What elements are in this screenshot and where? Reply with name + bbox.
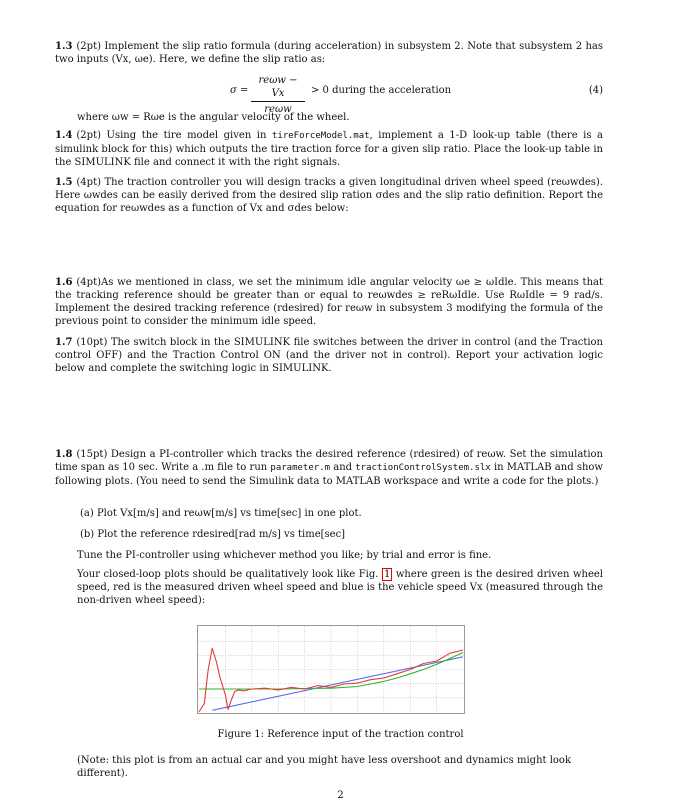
problem-text: (10pt) The switch block in the SIMULINK file switches between the driver in control (and the Traction control OFF) and the Traction Control ON (and the driver not in control). Report your activation logic below and complete the switching logic in SIMULINK. xyxy=(55,337,603,374)
equation-condition: > 0 during the acceleration xyxy=(311,85,452,96)
problem-number: 1.3 xyxy=(55,41,73,52)
equation-numerator: reωw − Vx xyxy=(251,74,305,102)
problem-1-3 xyxy=(55,40,603,66)
equation-denominator: reωw xyxy=(264,104,292,115)
where-line: where ωw = Rωe is the angular velocity of the wheel. xyxy=(77,112,350,123)
item-b: (b) Plot the reference rdesired[rad m/s] vs time[sec] xyxy=(80,529,346,540)
problem-1-8 xyxy=(55,448,603,488)
problem-number: 1.4 xyxy=(55,130,73,141)
closed-loop-text-a: Your closed-loop plots should be qualitatively look like Fig. xyxy=(77,569,382,580)
problem-1-7 xyxy=(55,336,603,375)
problem-text: (4pt) The traction controller you will design tracks a given longitudinal driven wheel speed (reωwdes). Here ωwdes can be easily derived from the desired slip ration σdes and the slip ratio definition. Report the equation for reωwdes as a function of Vx and σdes below: xyxy=(55,177,603,214)
problem-text-b: and xyxy=(330,462,356,473)
page-number: 2 xyxy=(337,790,344,801)
problem-text: (2pt) Implement the slip ratio formula (during acceleration) in subsystem 2. Note that subsystem 2 has two inputs (Vx, ωe). Here, we define the slip ratio as: xyxy=(55,41,603,65)
file-name-simulink: tractionControlSystem.slx xyxy=(355,463,491,473)
problem-text: (4pt)As we mentioned in class, we set the minimum idle angular velocity ωe ≥ ωIdle. This means that the tracking reference should be greater than or equal to reωwdes ≥ reRωIdle. Use RωIdle = 9 rad/s. Implement the desired tracking reference (rdesired) for reωw in subsystem 3 modifying the formula of the previous point to consider the minimum idle speed. xyxy=(55,277,603,327)
equation-number: (4) xyxy=(588,85,603,96)
slip-ratio-equation xyxy=(55,74,603,115)
equation-fraction xyxy=(251,74,305,116)
problem-text-b: , implement a 1-D look-up table (there is a simulink block for this) which outputs the tire traction force for a given slip ratio. Place the look-up table in the SIMULINK file and connect it with the right signals. xyxy=(55,130,604,168)
figure-caption: Figure 1: Reference input of the traction control xyxy=(217,729,464,740)
equation-lhs: σ = xyxy=(230,85,249,96)
tune-line: Tune the PI-controller using whichever method you like; by trial and error is fine. xyxy=(77,550,492,561)
problem-text-a: (2pt) Using the tire model given in xyxy=(76,130,272,141)
problem-text-c: in MATLAB and show following plots. (You need to send the Simulink data to MATLAB workspace and write a code for the plots.) xyxy=(55,462,603,487)
figure-note: (Note: this plot is from an actual car and you might have less overshoot and dynamics might look different). xyxy=(77,755,571,779)
problem-number: 1.5 xyxy=(55,177,73,188)
problem-1-6 xyxy=(55,276,603,328)
file-name: tireForceModel.mat xyxy=(272,131,370,141)
problem-text-a: (15pt) Design a PI-controller which tracks the desired reference (rdesired) of reωw. Set the simulation time span as 10 sec. Write a .m file to run xyxy=(55,449,603,473)
problem-1-4 xyxy=(55,129,603,169)
problem-number: 1.8 xyxy=(55,449,73,460)
item-a: (a) Plot Vx[m/s] and reωw[m/s] vs time[sec] in one plot. xyxy=(80,508,362,519)
figure-link[interactable]: 1 xyxy=(383,569,391,580)
problem-1-5 xyxy=(55,176,603,215)
closed-loop-text-b: where green is the desired driven wheel speed, red is the measured driven wheel speed and blue is the vehicle speed Vx (measured through the non-driven wheel speed): xyxy=(77,569,604,606)
file-name-parameter: parameter.m xyxy=(270,463,331,473)
problem-number: 1.6 xyxy=(55,277,73,288)
closed-loop-paragraph xyxy=(77,568,603,607)
problem-number: 1.7 xyxy=(55,337,73,348)
reference-plot xyxy=(197,625,465,714)
